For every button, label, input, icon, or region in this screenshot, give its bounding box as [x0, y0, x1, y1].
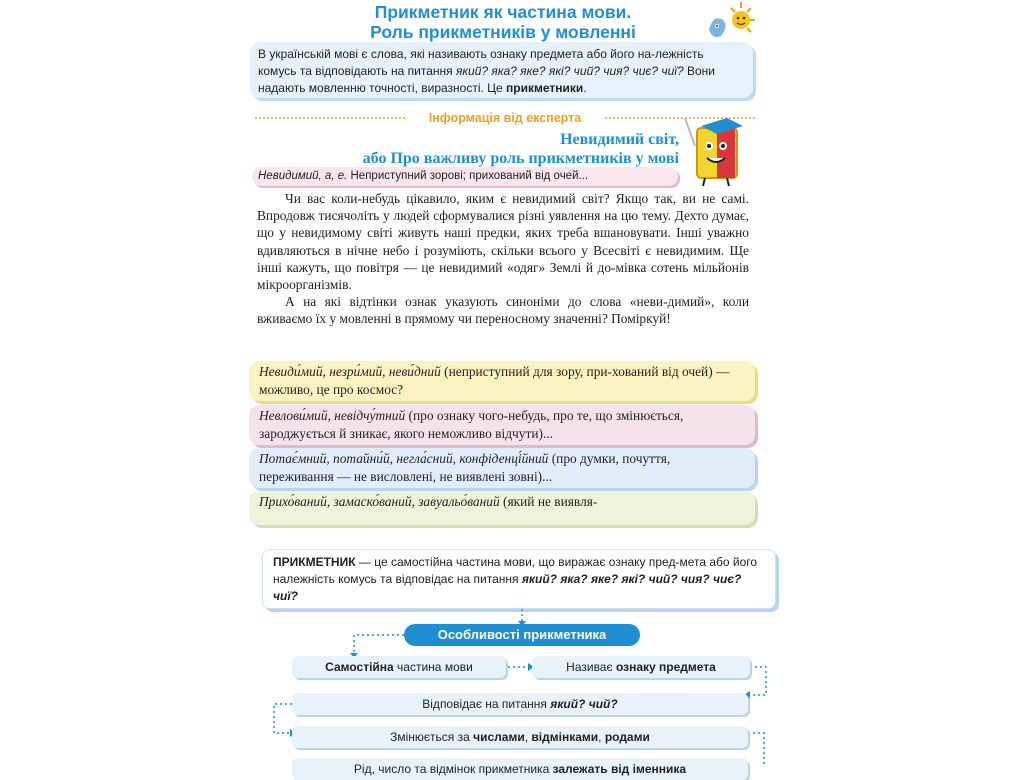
expert-label: Інформація від експерта	[423, 111, 587, 125]
textbook-page-top	[247, 0, 759, 509]
intro-box	[250, 42, 753, 98]
feature-text: Називає	[566, 660, 616, 674]
feature-changes	[292, 726, 748, 748]
features-heading: Особливості прикметника	[404, 624, 640, 646]
synonym-words: Потає́мний, потайни́й, негла́сний, конфіденці́йний	[259, 451, 549, 466]
expert-title	[247, 130, 679, 168]
definition-questions: який? яка? яке? які? чий? чия? чиє? чиї?	[273, 572, 742, 603]
synonym-box-3	[249, 448, 755, 488]
feature-bold: родами	[604, 730, 650, 744]
separator: ,	[524, 730, 532, 744]
feature-bold: відмінками	[531, 730, 599, 744]
synonym-box-1	[249, 361, 755, 401]
intro-keyword: прикметники	[506, 81, 584, 95]
feature-names-attribute	[532, 656, 750, 678]
intro-text-b: Вони надають мовленню точності, виразності. Це	[258, 64, 715, 95]
feature-text: Відповідає на питання	[422, 697, 551, 711]
synonym-desc: (який не виявля-	[499, 494, 598, 509]
feature-text: частина мови	[393, 660, 473, 674]
definition-word: Невидимий, а, е.	[258, 170, 348, 182]
feature-depends-on-noun	[292, 758, 748, 780]
title-line-1: Прикметник як частина мови.	[374, 2, 632, 22]
feature-text: Змінюється за	[390, 730, 474, 744]
feature-questions	[292, 693, 748, 715]
synonym-words: Невлови́мий, невідчу́тний	[259, 408, 406, 423]
synonym-desc: (про думки, почуття, переживання — не висловлені, не виявлені зовні)...	[259, 451, 671, 484]
feature-bold: ознаку предмета	[615, 660, 716, 674]
body-text	[257, 190, 749, 328]
definition-text: Неприступний зорові; прихований від очей...	[347, 170, 589, 182]
feature-bold: Самостійна	[325, 660, 394, 674]
definition-term: ПРИКМЕТНИК	[273, 555, 356, 569]
page-title	[247, 2, 759, 42]
title-line-2: Роль прикметників у мовленні	[370, 22, 636, 42]
textbook-page-bottom	[258, 545, 778, 776]
feature-bold: числами	[473, 730, 525, 744]
feature-independent	[292, 656, 506, 678]
sun-mascot-icon	[705, 0, 759, 42]
intro-end: .	[583, 81, 587, 95]
separator: ,	[598, 730, 605, 744]
synonym-desc: (про ознаку чого-небудь, про те, що змінюється, зароджується й зникає, якого неможливо відчути)...	[259, 408, 684, 441]
definition-body: — це самостійна частина мови, що виражає ознаку пред-мета або його належність комусь та відповідає на питання	[273, 555, 758, 586]
synonym-desc: (неприступний для зору, при-хований від очей) — можливо, це про космос?	[259, 364, 730, 397]
intro-questions: який? яка? яке? які? чий? чия? чиє? чиї?	[455, 64, 684, 78]
synonym-box-4	[249, 491, 755, 525]
feature-text: Рід, число та відмінок прикметника	[353, 762, 553, 776]
adjective-definition-box	[262, 549, 776, 609]
intro-text: В українській мові є слова, які називають ознаку предмета або його на-лежність комусь та відповідають на питання	[258, 47, 704, 78]
feature-bold: залежать від іменника	[552, 762, 687, 776]
expert-title-line-2: або Про важливу роль прикметників у мові	[362, 150, 679, 167]
body-paragraph-2: А на які відтінки ознак указують синоніми до слова «неви-димий», коли вживаємо їх у мовленні в прямому чи переносному значенні? Поміркуй!	[257, 294, 749, 327]
synonym-words: Прихо́ваний, замаско́ваний, завуальо́ваний	[259, 494, 500, 509]
synonym-words: Невиди́мий, незри́мий, неви́дний	[259, 364, 441, 379]
feature-questions-text: який? чий?	[550, 697, 618, 711]
expert-title-line-1: Невидимий світ,	[560, 131, 679, 148]
body-paragraph-1: Чи вас коли-небудь цікавило, яким є невидимий світ? Якщо так, ви не самі. Впродовж тисячоліть у людей сформувалися різні уявлення на цю тему. Дехто думає, що у невидимому світі живуть наші предки, яких треба вшановувати. Інші уважно вдивляються в нічне небо і розуміють, скільки всього у Всесвіті є невидимим. Ще інші кажуть, що повітря — це невидимий «одяг» Землі й до-мівка сотень мільйонів мікроорганізмів.	[257, 191, 749, 293]
book-mascot-icon	[681, 116, 751, 188]
synonym-box-2	[249, 405, 755, 445]
expert-divider	[255, 111, 755, 125]
definition-bar	[252, 167, 678, 186]
